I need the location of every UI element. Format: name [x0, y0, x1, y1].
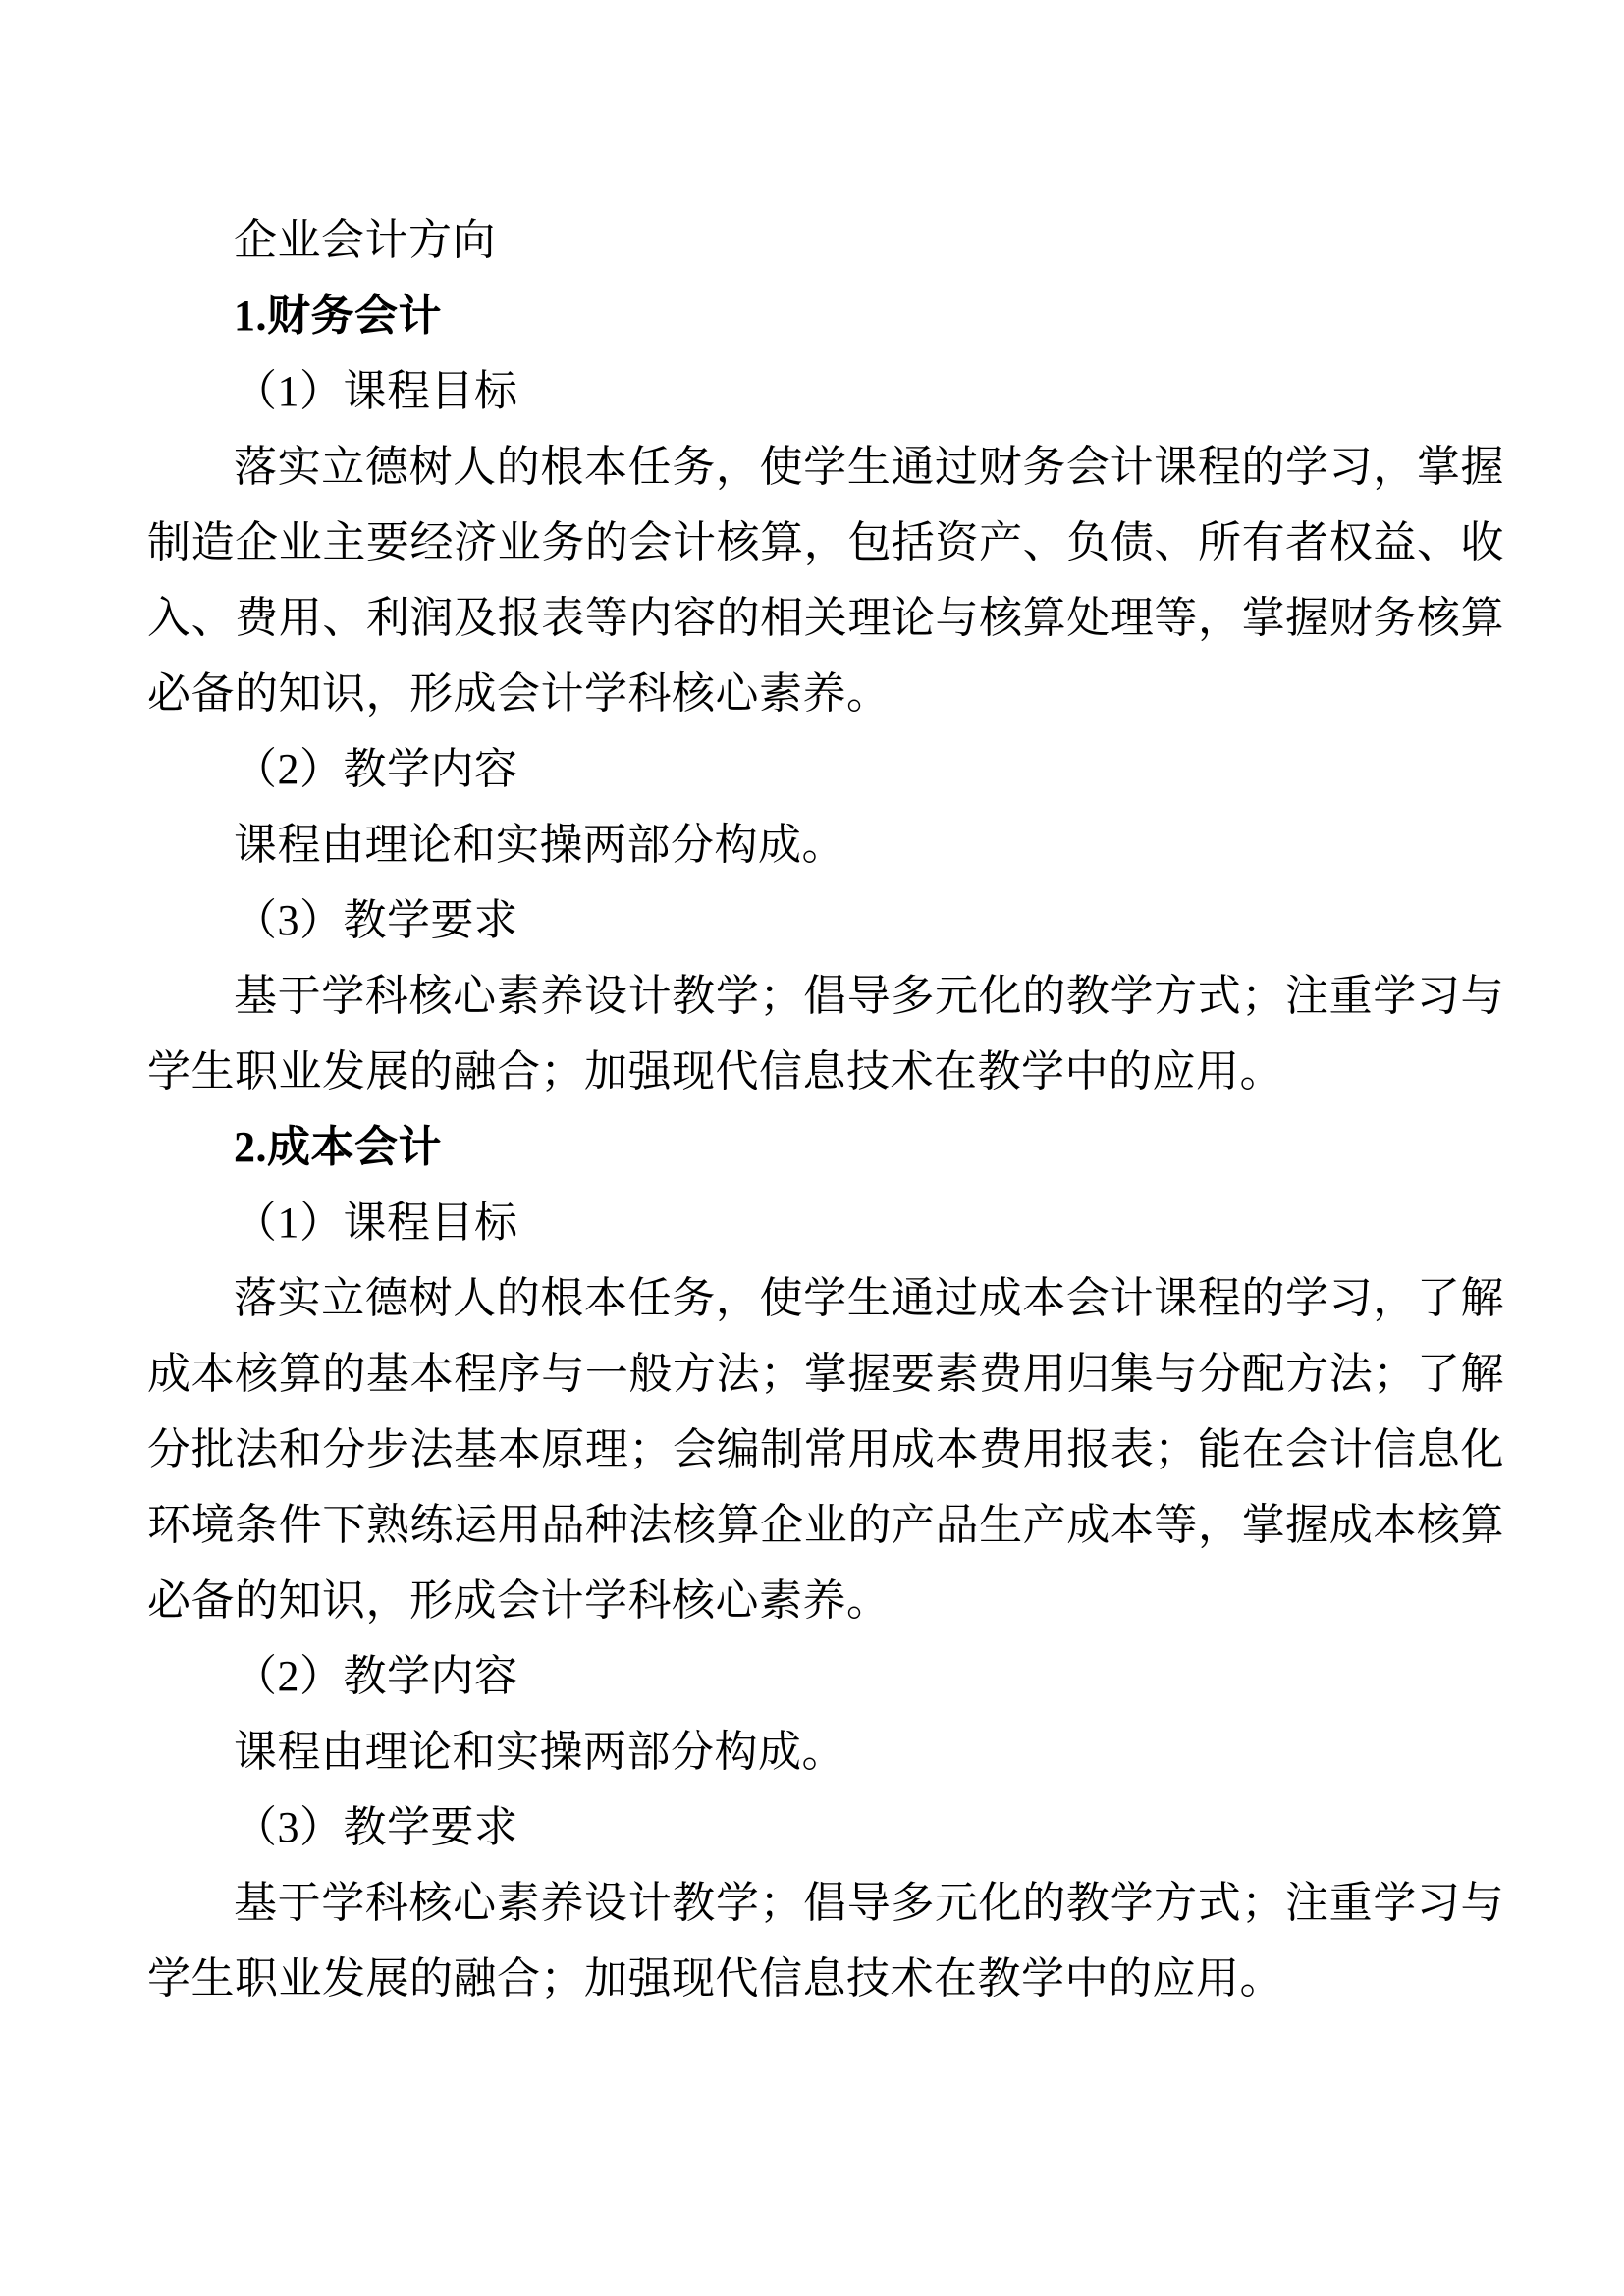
paragraph-cost-teaching-requirements: 基于学科核心素养设计教学；倡导多元化的教学方式；注重学习与学生职业发展的融合；加强现代信息技术在教学中的应用。	[147, 1879, 1504, 2002]
paragraph-financial-course-objective: 落实立德树人的根本任务，使学生通过财务会计课程的学习，掌握制造企业主要经济业务的会计核算，包括资产、负债、所有者权益、收入、费用、利润及报表等内容的相关理论与核算处理等，掌握财务核算必备的知识，形成会计学科核心素养。	[147, 443, 1504, 718]
line-business-accounting-direction: 企业会计方向	[234, 216, 496, 264]
label-cost-teaching-content: （2）教学内容	[234, 1652, 518, 1700]
heading-1-financial-accounting: 1.财务会计	[234, 292, 442, 340]
paragraph-financial-teaching-content: 课程由理论和实操两部分构成。	[234, 821, 845, 869]
paragraph-cost-teaching-content: 课程由理论和实操两部分构成。	[234, 1728, 845, 1776]
paragraph-cost-course-objective: 落实立德树人的根本任务，使学生通过成本会计课程的学习，了解成本核算的基本程序与一般方法；掌握要素费用归集与分配方法；了解分批法和分步法基本原理；会编制常用成本费用报表；能在会计信息化环境条件下熟练运用品种法核算企业的产品生产成本等，掌握成本核算必备的知识，形成会计学科核心素养。	[147, 1274, 1504, 1625]
label-financial-course-objective: （1）课程目标	[234, 367, 518, 415]
label-cost-course-objective: （1）课程目标	[234, 1199, 518, 1247]
heading-2-cost-accounting: 2.成本会计	[234, 1123, 442, 1171]
label-cost-teaching-requirements: （3）教学要求	[234, 1803, 518, 1851]
label-financial-teaching-requirements: （3）教学要求	[234, 896, 518, 944]
paragraph-financial-teaching-requirements: 基于学科核心素养设计教学；倡导多元化的教学方式；注重学习与学生职业发展的融合；加强现代信息技术在教学中的应用。	[147, 972, 1504, 1095]
document-content	[147, 202, 1504, 2016]
label-financial-teaching-content: （2）教学内容	[234, 745, 518, 793]
